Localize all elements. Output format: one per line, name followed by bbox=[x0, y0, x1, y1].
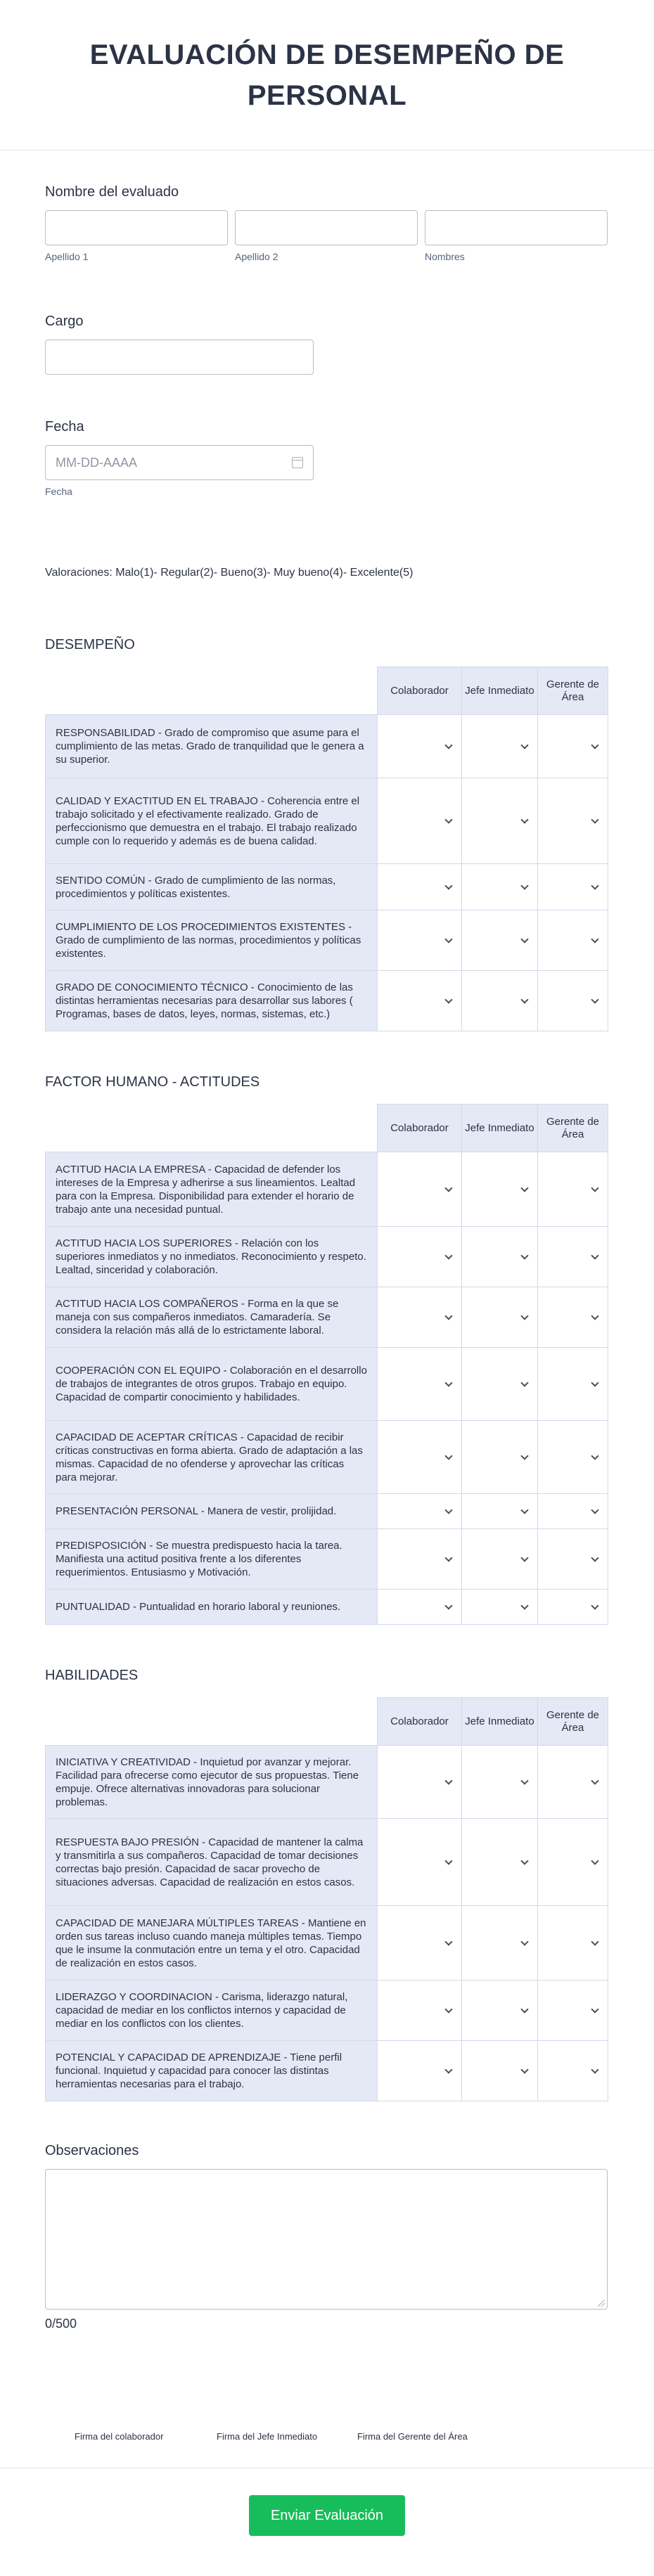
rating-dropdown[interactable] bbox=[378, 971, 462, 1031]
rating-dropdown[interactable] bbox=[378, 1529, 462, 1590]
fecha-placeholder: MM-DD-AAAA bbox=[56, 455, 137, 470]
chevron-down-icon bbox=[520, 2005, 528, 2013]
fecha-sublabel: Fecha bbox=[45, 486, 72, 497]
rating-dropdown[interactable] bbox=[462, 1287, 538, 1348]
fecha-field-group bbox=[45, 419, 314, 497]
rating-dropdown[interactable] bbox=[462, 864, 538, 910]
section-title-factor-humano: FACTOR HUMANO - ACTITUDES bbox=[45, 1074, 260, 1090]
row-label: CAPACIDAD DE MANEJARA MÚLTIPLES TAREAS - Mantiene en orden sus tareas incluso cuando maneja múltiples temas. Tiempo que le insume la conmutación entre un tema y el otro. Capacidad de realización en estos casos. bbox=[46, 1906, 378, 1981]
chevron-down-icon bbox=[520, 1184, 528, 1192]
table-row bbox=[46, 910, 608, 971]
row-label: LIDERAZGO Y COORDINACION - Carisma, liderazgo natural, capacidad de mediar en los conflictos internos y capacidad de mediar en los conflictos con los clientes. bbox=[46, 1981, 378, 2041]
column-header: Colaborador bbox=[378, 667, 462, 715]
chevron-down-icon bbox=[444, 2066, 452, 2073]
rating-dropdown[interactable] bbox=[538, 1152, 608, 1227]
chevron-down-icon bbox=[444, 2005, 452, 2013]
column-header: Jefe Inmediato bbox=[462, 667, 538, 715]
rating-dropdown[interactable] bbox=[462, 1819, 538, 1906]
rating-dropdown[interactable] bbox=[462, 971, 538, 1031]
rating-dropdown[interactable] bbox=[538, 1746, 608, 1819]
column-header: Colaborador bbox=[378, 1105, 462, 1152]
rating-dropdown[interactable] bbox=[538, 778, 608, 864]
rating-dropdown[interactable] bbox=[462, 715, 538, 778]
chevron-down-icon bbox=[520, 741, 528, 749]
row-label: PREDISPOSICIÓN - Se muestra predispuesto hacia la tarea. Manifiesta una actitud positiva frente a los diferentes requerimientos. Entusiasmo y Motivación. bbox=[46, 1529, 378, 1590]
table-row bbox=[46, 1152, 608, 1227]
rating-dropdown[interactable] bbox=[538, 1819, 608, 1906]
chevron-down-icon bbox=[591, 1452, 598, 1460]
row-label: PRESENTACIÓN PERSONAL - Manera de vestir, prolijidad. bbox=[46, 1494, 378, 1529]
chevron-down-icon bbox=[591, 1506, 598, 1514]
apellido2-sublabel: Apellido 2 bbox=[235, 251, 278, 262]
name-label: Nombre del evaluado bbox=[45, 184, 179, 200]
chevron-down-icon bbox=[591, 2066, 598, 2073]
chevron-down-icon bbox=[520, 1251, 528, 1259]
chevron-down-icon bbox=[520, 1857, 528, 1865]
signature-jefe: Firma del Jefe Inmediato bbox=[217, 2431, 318, 2442]
chevron-down-icon bbox=[520, 1312, 528, 1320]
section-title-habilidades: HABILIDADES bbox=[45, 1668, 139, 1683]
rating-dropdown[interactable] bbox=[538, 1287, 608, 1348]
rating-dropdown[interactable] bbox=[538, 971, 608, 1031]
table-row bbox=[46, 1981, 608, 2041]
table-row bbox=[46, 971, 608, 1031]
matrix-corner bbox=[46, 667, 378, 715]
row-label: POTENCIAL Y CAPACIDAD DE APRENDIZAJE - Tiene perfil funcional. Inquietud y capacidad para conocer las distintas herramientas necesarias para el trabajo. bbox=[46, 2041, 378, 2101]
chevron-down-icon bbox=[444, 1857, 452, 1865]
matrix-factor-humano bbox=[45, 1104, 608, 1625]
rating-dropdown[interactable] bbox=[538, 2041, 608, 2101]
chevron-down-icon bbox=[444, 816, 452, 823]
chevron-down-icon bbox=[591, 1777, 598, 1784]
form-footer bbox=[0, 2468, 654, 2576]
rating-dropdown[interactable] bbox=[462, 778, 538, 864]
chevron-down-icon bbox=[444, 1184, 452, 1192]
rating-dropdown[interactable] bbox=[462, 1494, 538, 1529]
rating-dropdown[interactable] bbox=[538, 1421, 608, 1494]
rating-dropdown[interactable] bbox=[538, 1227, 608, 1287]
rating-dropdown[interactable] bbox=[378, 1906, 462, 1981]
chevron-down-icon bbox=[444, 996, 452, 1003]
table-row bbox=[46, 1227, 608, 1287]
row-label: RESPUESTA BAJO PRESIÓN - Capacidad de mantener la calma y transmitirla a sus compañeros. Capacidad de tomar decisiones correctas bajo presión. Capacidad de sacar provecho de situaciones adversas. Capacidad de realización en estos casos. bbox=[46, 1819, 378, 1906]
column-header: Gerente de Área bbox=[538, 1698, 608, 1746]
chevron-down-icon bbox=[444, 1602, 452, 1609]
apellido1-sublabel: Apellido 1 bbox=[45, 251, 89, 262]
observaciones-group bbox=[45, 2143, 608, 2331]
rating-dropdown[interactable] bbox=[538, 910, 608, 971]
chevron-down-icon bbox=[520, 1506, 528, 1514]
rating-dropdown[interactable] bbox=[378, 1981, 462, 2041]
rating-dropdown[interactable] bbox=[462, 1906, 538, 1981]
calendar-icon[interactable] bbox=[292, 457, 303, 468]
rating-dropdown[interactable] bbox=[378, 1819, 462, 1906]
rating-dropdown[interactable] bbox=[378, 1348, 462, 1421]
chevron-down-icon bbox=[591, 1554, 598, 1561]
fecha-label: Fecha bbox=[45, 419, 84, 434]
rating-dropdown[interactable] bbox=[462, 910, 538, 971]
chevron-down-icon bbox=[520, 816, 528, 823]
name-field-group bbox=[45, 184, 608, 262]
chevron-down-icon bbox=[591, 741, 598, 749]
rating-dropdown[interactable] bbox=[462, 1746, 538, 1819]
row-label: ACTITUD HACIA LA EMPRESA - Capacidad de defender los intereses de la Empresa y adherirse a sus lineamientos. Lealtad para con la Empresa. Disponibilidad para extender el horario de trabajo ante una necesidad puntual. bbox=[46, 1152, 378, 1227]
rating-dropdown[interactable] bbox=[378, 715, 462, 778]
row-label: CALIDAD Y EXACTITUD EN EL TRABAJO - Coherencia entre el trabajo solicitado y el efectivamente realizado. Grado de perfeccionismo que demuestra en el trabajo. El trabajo realizado cumple con lo requerido y además es de buena calidad. bbox=[46, 778, 378, 864]
chevron-down-icon bbox=[520, 1452, 528, 1460]
section-title-desempeno: DESEMPEÑO bbox=[45, 637, 135, 652]
row-label: COOPERACIÓN CON EL EQUIPO - Colaboración en el desarrollo de trabajos de integrantes de otros grupos. Trabajo en equipo. Capacidad de compartir conocimiento y habilidades. bbox=[46, 1348, 378, 1421]
table-row bbox=[46, 1421, 608, 1494]
rating-dropdown[interactable] bbox=[378, 910, 462, 971]
cargo-label: Cargo bbox=[45, 314, 84, 329]
table-row bbox=[46, 1348, 608, 1421]
page-title: EVALUACIÓN DE DESEMPEÑO DE PERSONAL bbox=[89, 39, 565, 111]
nombres-input[interactable] bbox=[425, 210, 608, 245]
matrix-corner bbox=[46, 1698, 378, 1746]
chevron-down-icon bbox=[520, 882, 528, 889]
chevron-down-icon bbox=[444, 1452, 452, 1460]
chevron-down-icon bbox=[591, 882, 598, 889]
rating-dropdown[interactable] bbox=[462, 1529, 538, 1590]
rating-dropdown[interactable] bbox=[462, 1152, 538, 1227]
chevron-down-icon bbox=[444, 1506, 452, 1514]
chevron-down-icon bbox=[520, 996, 528, 1003]
row-label: ACTITUD HACIA LOS SUPERIORES - Relación con los superiores inmediatos y no inmediatos. Reconocimiento y respeto. Lealtad, sinceridad y colaboración. bbox=[46, 1227, 378, 1287]
chevron-down-icon bbox=[591, 1184, 598, 1192]
row-label: RESPONSABILIDAD - Grado de compromiso que asume para el cumplimiento de las metas. Grado de tranquilidad que le genera a su superior. bbox=[46, 715, 378, 778]
rating-dropdown[interactable] bbox=[378, 2041, 462, 2101]
chevron-down-icon bbox=[520, 1379, 528, 1386]
chevron-down-icon bbox=[520, 1554, 528, 1561]
signatures-row bbox=[75, 2431, 468, 2442]
rating-dropdown[interactable] bbox=[378, 778, 462, 864]
rating-dropdown[interactable] bbox=[538, 1981, 608, 2041]
column-header: Gerente de Área bbox=[538, 667, 608, 715]
table-row bbox=[46, 1590, 608, 1625]
chevron-down-icon bbox=[444, 1379, 452, 1386]
rating-dropdown[interactable] bbox=[378, 1590, 462, 1625]
rating-dropdown[interactable] bbox=[378, 1421, 462, 1494]
chevron-down-icon bbox=[520, 1938, 528, 1945]
signature-colaborador: Firma del colaborador bbox=[75, 2431, 164, 2442]
chevron-down-icon bbox=[444, 1554, 452, 1561]
table-row bbox=[46, 1494, 608, 1529]
submit-button[interactable]: Enviar Evaluación bbox=[249, 2495, 405, 2536]
row-label: CUMPLIMIENTO DE LOS PROCEDIMIENTOS EXISTENTES - Grado de cumplimiento de las normas, procedimientos y políticas existentes. bbox=[46, 910, 378, 971]
rating-dropdown[interactable] bbox=[538, 1529, 608, 1590]
column-header: Gerente de Área bbox=[538, 1105, 608, 1152]
chevron-down-icon bbox=[520, 1602, 528, 1609]
observaciones-textarea[interactable] bbox=[45, 2169, 608, 2310]
rating-dropdown[interactable] bbox=[538, 715, 608, 778]
table-row bbox=[46, 778, 608, 864]
chevron-down-icon bbox=[591, 1938, 598, 1945]
rating-dropdown[interactable] bbox=[538, 1348, 608, 1421]
chevron-down-icon bbox=[591, 1602, 598, 1609]
table-row bbox=[46, 864, 608, 910]
rating-dropdown[interactable] bbox=[538, 1494, 608, 1529]
column-header: Jefe Inmediato bbox=[462, 1698, 538, 1746]
nombres-sublabel: Nombres bbox=[425, 251, 465, 262]
rating-dropdown[interactable] bbox=[462, 2041, 538, 2101]
valoraciones-text: Valoraciones: Malo(1)- Regular(2)- Bueno(3)- Muy bueno(4)- Excelente(5) bbox=[45, 567, 413, 579]
observaciones-label: Observaciones bbox=[45, 2143, 139, 2158]
chevron-down-icon bbox=[591, 816, 598, 823]
chevron-down-icon bbox=[444, 935, 452, 943]
matrix-habilidades bbox=[45, 1697, 608, 2101]
row-label: CAPACIDAD DE ACEPTAR CRÍTICAS - Capacidad de recibir críticas constructivas en forma abierta. Grado de adaptación a las mismas. Capacidad de no ofenderse y aprovechar las críticas para mejorar. bbox=[46, 1421, 378, 1494]
chevron-down-icon bbox=[444, 1251, 452, 1259]
table-row bbox=[46, 715, 608, 778]
rating-dropdown[interactable] bbox=[378, 1746, 462, 1819]
chevron-down-icon bbox=[520, 1777, 528, 1784]
rating-dropdown[interactable] bbox=[462, 1348, 538, 1421]
chevron-down-icon bbox=[591, 1857, 598, 1865]
chevron-down-icon bbox=[444, 1938, 452, 1945]
resize-handle-icon[interactable] bbox=[598, 2300, 605, 2307]
matrix-corner bbox=[46, 1105, 378, 1152]
table-row bbox=[46, 1529, 608, 1590]
column-header: Jefe Inmediato bbox=[462, 1105, 538, 1152]
chevron-down-icon bbox=[444, 882, 452, 889]
chevron-down-icon bbox=[591, 996, 598, 1003]
table-row bbox=[46, 1906, 608, 1981]
table-row bbox=[46, 1287, 608, 1348]
table-row bbox=[46, 1746, 608, 1819]
chevron-down-icon bbox=[520, 2066, 528, 2073]
rating-dropdown[interactable] bbox=[378, 864, 462, 910]
matrix-desempeno bbox=[45, 666, 608, 1031]
rating-dropdown[interactable] bbox=[462, 1421, 538, 1494]
chevron-down-icon bbox=[591, 1379, 598, 1386]
row-label: ACTITUD HACIA LOS COMPAÑEROS - Forma en la que se maneja con sus compañeros inmediatos. Camaradería. Se considera la relación más allá de lo estrictamente laboral. bbox=[46, 1287, 378, 1348]
chevron-down-icon bbox=[444, 741, 452, 749]
form-header bbox=[0, 0, 654, 150]
chevron-down-icon bbox=[591, 2005, 598, 2013]
rating-dropdown[interactable] bbox=[538, 1590, 608, 1625]
rating-dropdown[interactable] bbox=[462, 1227, 538, 1287]
row-label: INICIATIVA Y CREATIVIDAD - Inquietud por avanzar y mejorar. Facilidad para ofrecerse como ejecutor de sus propuestas. Tiene empuje. Ofrece alternativas innovadoras para solucionar problemas. bbox=[46, 1746, 378, 1819]
rating-dropdown[interactable] bbox=[462, 1590, 538, 1625]
cargo-input[interactable] bbox=[45, 340, 314, 375]
rating-dropdown[interactable] bbox=[378, 1494, 462, 1529]
apellido2-input[interactable] bbox=[235, 210, 418, 245]
signature-gerente: Firma del Gerente del Área bbox=[357, 2431, 468, 2442]
chevron-down-icon bbox=[444, 1777, 452, 1784]
chevron-down-icon bbox=[591, 935, 598, 943]
row-label: PUNTUALIDAD - Puntualidad en horario laboral y reuniones. bbox=[46, 1590, 378, 1625]
fecha-input[interactable] bbox=[45, 445, 314, 480]
rating-dropdown[interactable] bbox=[538, 1906, 608, 1981]
table-row bbox=[46, 2041, 608, 2101]
chevron-down-icon bbox=[591, 1251, 598, 1259]
table-row bbox=[46, 1819, 608, 1906]
rating-dropdown[interactable] bbox=[462, 1981, 538, 2041]
chevron-down-icon bbox=[520, 935, 528, 943]
apellido1-input[interactable] bbox=[45, 210, 228, 245]
row-label: SENTIDO COMÚN - Grado de cumplimiento de las normas, procedimientos y políticas existentes. bbox=[46, 864, 378, 910]
chevron-down-icon bbox=[444, 1312, 452, 1320]
rating-dropdown[interactable] bbox=[378, 1152, 462, 1227]
rating-dropdown[interactable] bbox=[378, 1227, 462, 1287]
rating-dropdown[interactable] bbox=[538, 864, 608, 910]
char-counter: 0/500 bbox=[45, 2317, 77, 2331]
rating-dropdown[interactable] bbox=[378, 1287, 462, 1348]
chevron-down-icon bbox=[591, 1312, 598, 1320]
row-label: GRADO DE CONOCIMIENTO TÉCNICO - Conocimiento de las distintas herramientas necesarias para desarrollar sus labores ( Programas, bases de datos, leyes, normas, sistemas, etc.) bbox=[46, 971, 378, 1031]
cargo-field-group bbox=[45, 314, 314, 375]
column-header: Colaborador bbox=[378, 1698, 462, 1746]
